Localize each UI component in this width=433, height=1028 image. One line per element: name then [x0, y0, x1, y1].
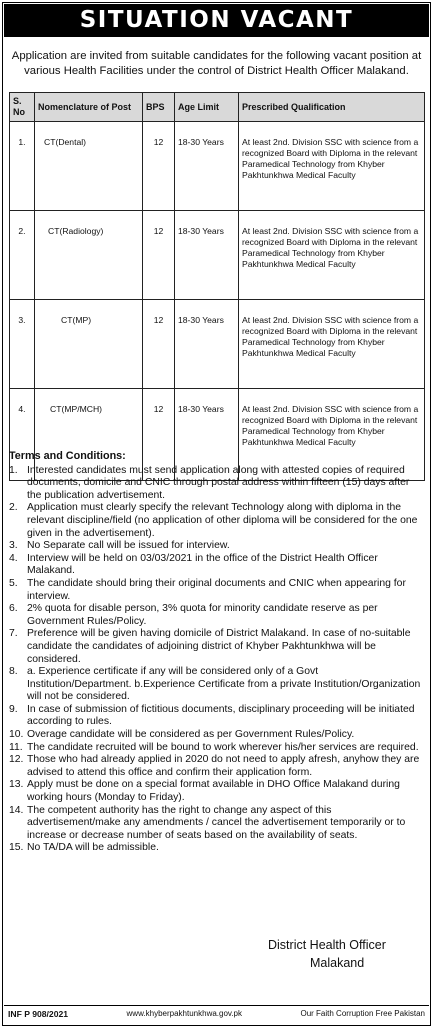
term-number: 1. [9, 464, 18, 476]
header-serial: S. No [10, 93, 35, 122]
vacancy-table [9, 92, 425, 481]
term-number: 6. [9, 603, 18, 615]
reference-number: INF P 908/2021 [8, 1009, 69, 1019]
header-age: Age Limit [175, 93, 239, 122]
cell-bps: 12 [143, 389, 175, 481]
header-qualification: Prescribed Qualification [239, 93, 425, 122]
intro-paragraph: Application are invited from suitable candidates for the following vacant position at various Health Facilities under the control of District Health Officer Malakand. [11, 50, 422, 77]
list-item [9, 742, 423, 755]
cell-post: CT(Radiology) [35, 211, 143, 300]
list-item [9, 578, 423, 603]
footer [4, 1005, 429, 1023]
term-number: 10. [9, 729, 24, 741]
term-number: 13. [9, 779, 24, 791]
term-text: Application must clearly specify the relevant Technology along with diploma in the relevant discipline/field (no application of other diploma will be considered for the one given in the advertisement). [27, 502, 418, 539]
website-link: www.khyberpakhtunkhwa.gov.pk [126, 1009, 242, 1018]
term-number: 14. [9, 804, 24, 816]
terms-title: Terms and Conditions: [9, 450, 126, 462]
cell-qualification: At least 2nd. Division SSC with science from a recognized Board with Diploma in the relevant Paramedical Technology from Khyber Pakhtunkhwa Medical Faculty [239, 122, 425, 211]
list-item [9, 842, 423, 855]
cell-qualification: At least 2nd. Division SSC with science from a recognized Board with Diploma in the relevant Paramedical Technology from Khyber Pakhtunkhwa Medical Faculty [239, 389, 425, 481]
term-number: 8. [9, 666, 18, 678]
list-item [9, 465, 423, 503]
term-number: 9. [9, 703, 18, 715]
cell-serial: 2. [10, 211, 35, 300]
term-text: The candidate should bring their original documents and CNIC when appearing for interview. [27, 577, 406, 602]
term-text: Interview will be held on 03/03/2021 in the office of the District Health Officer Malakand. [27, 552, 378, 577]
cell-age: 18-30 Years [175, 300, 239, 389]
term-text: Interested candidates must send application along with attested copies of required documents, domicile and CNIC through postal address within fifteen (15) days after the publication advertisement. [27, 464, 410, 501]
term-text: a. Experience certificate if any will be considered only of a Govt Institution/Department. b.Experience Certificate from a private Institution/Organization will not be considered. [27, 666, 421, 703]
term-text: No TA/DA will be admissible. [27, 842, 159, 854]
term-number: 12. [9, 754, 24, 766]
term-number: 7. [9, 628, 18, 640]
table-header-row [10, 93, 425, 122]
cell-serial: 1. [10, 122, 35, 211]
term-number: 2. [9, 502, 18, 514]
term-text: In case of submission of fictitious documents, disciplinary proceeding will be initiated according to rules. [27, 703, 415, 728]
cell-post: CT(Dental) [35, 122, 143, 211]
term-text: Preference will be given having domicile of District Malakand. In case of no-suitable candidate the candidates of adjoining district of Khyber Pakhtunkhwa will be considered. [27, 628, 411, 665]
table-row [10, 122, 425, 211]
term-text: The candidate recruited will be bound to work wherever his/her services are required. [27, 741, 419, 753]
table-row [10, 300, 425, 389]
list-item [9, 540, 423, 553]
cell-age: 18-30 Years [175, 122, 239, 211]
list-item [9, 779, 423, 804]
term-text: The competent authority has the right to change any aspect of this advertisement/make any amendments / cancel the advertisement temporarily or to increase or decrease number of seats based on the availability of seats. [27, 804, 406, 841]
cell-age: 18-30 Years [175, 389, 239, 481]
list-item [9, 754, 423, 779]
list-item [9, 666, 423, 704]
term-number: 4. [9, 552, 18, 564]
term-number: 11. [9, 741, 23, 753]
list-item [9, 628, 423, 666]
list-item [9, 805, 423, 843]
signature-block [268, 936, 386, 972]
cell-bps: 12 [143, 122, 175, 211]
cell-qualification: At least 2nd. Division SSC with science from a recognized Board with Diploma in the relevant Paramedical Technology from Khyber Pakhtunkhwa Medical Faculty [239, 300, 425, 389]
page-title: SITUATION VACANT [4, 4, 429, 37]
list-item [9, 502, 423, 540]
table-row [10, 211, 425, 300]
signatory-title: District Health Officer [268, 938, 386, 952]
term-text: Those who had already applied in 2020 do not need to apply afresh, anyhow they are advised to attend this office and confirm their application form. [27, 754, 420, 778]
term-number: 15. [9, 842, 24, 854]
cell-qualification: At least 2nd. Division SSC with science from a recognized Board with Diploma in the relevant Paramedical Technology from Khyber Pakhtunkhwa Medical Faculty [239, 211, 425, 300]
cell-serial: 3. [10, 300, 35, 389]
header-post: Nomenclature of Post [35, 93, 143, 122]
signatory-location: Malakand [310, 956, 365, 970]
term-text: 2% quota for disable person, 3% quota for minority candidate reserve as per Government Rules/Policy. [27, 603, 378, 627]
list-item [9, 603, 423, 628]
cell-bps: 12 [143, 211, 175, 300]
cell-post: CT(MP) [35, 300, 143, 389]
term-text: No Separate call will be issued for interview. [27, 540, 230, 552]
term-text: Overage candidate will be considered as per Government Rules/Policy. [27, 729, 355, 741]
header-bps: BPS [143, 93, 175, 122]
list-item [9, 553, 423, 578]
cell-age: 18-30 Years [175, 211, 239, 300]
cell-serial: 4. [10, 389, 35, 481]
list-item [9, 729, 423, 742]
cell-bps: 12 [143, 300, 175, 389]
term-number: 5. [9, 577, 18, 589]
cell-post: CT(MP/MCH) [35, 389, 143, 481]
list-item [9, 704, 423, 729]
term-text: Apply must be done on a special format available in DHO Office Malakand during working hours (Monday to Friday). [27, 779, 400, 804]
footer-slogan: Our Faith Corruption Free Pakistan [300, 1009, 425, 1018]
terms-section [9, 450, 423, 855]
term-number: 3. [9, 540, 18, 552]
